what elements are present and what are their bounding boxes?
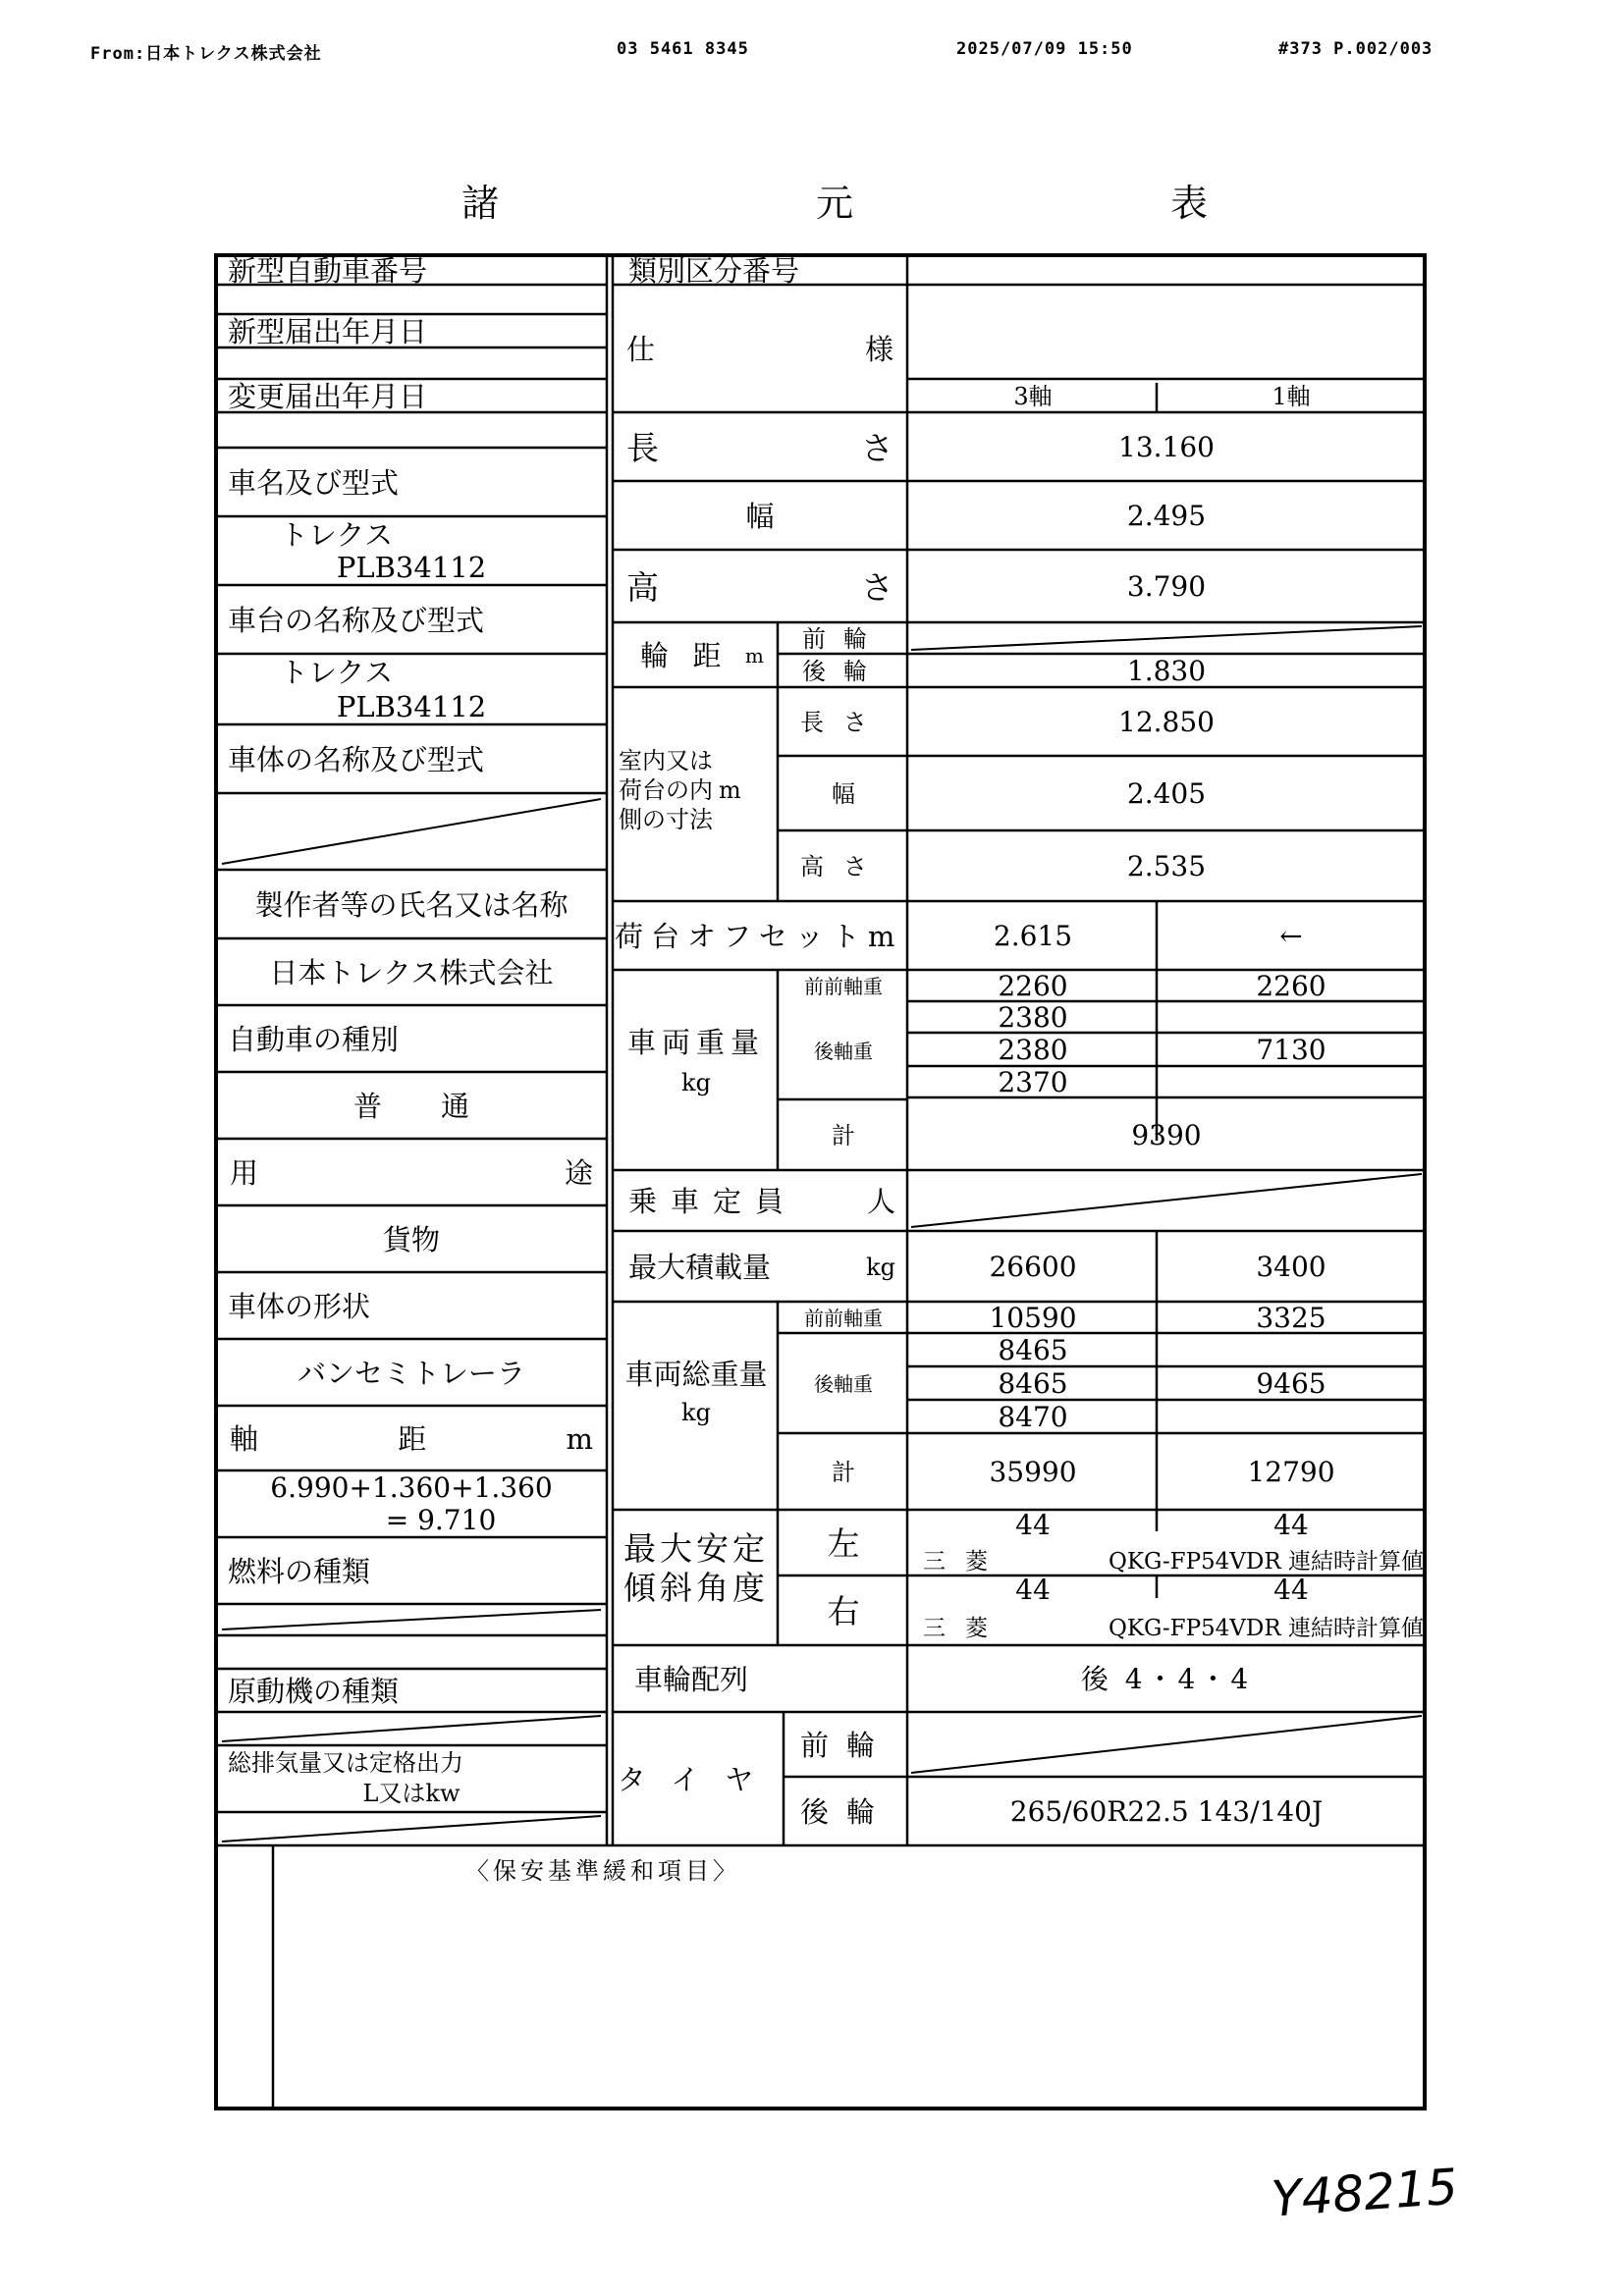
spec-label-2: 様 xyxy=(864,332,893,366)
max-load-label-row xyxy=(628,1233,905,1302)
tread-label-1: 輪 xyxy=(640,638,670,672)
capacity-label-row xyxy=(628,1172,905,1231)
weight-front-front-axle-label: 前前軸重 xyxy=(804,975,883,998)
gross-ff-3axle: 10590 xyxy=(989,1302,1077,1334)
weight-label: 車両重量 xyxy=(626,1025,765,1059)
weight-ff-3axle: 2260 xyxy=(998,970,1068,1002)
offset-value: 2.615 xyxy=(993,920,1073,952)
stability-right-1axle: 44 xyxy=(1273,1574,1309,1606)
page-title xyxy=(461,173,1208,227)
width-value: 2.495 xyxy=(1126,500,1207,532)
stability-left-maker-1: 三 xyxy=(923,1549,946,1575)
tread-rear-value: 1.830 xyxy=(1126,655,1207,687)
tire-rear-label: 後輪 xyxy=(799,1794,893,1829)
stability-right-model-note: QKG-FP54VDR 連結時計算値 xyxy=(1109,1616,1424,1641)
title-char-1: 諸 xyxy=(461,182,500,225)
weight-rear-b: 2380 xyxy=(998,1034,1068,1066)
gross-total-1axle: 12790 xyxy=(1247,1456,1335,1488)
use-label xyxy=(218,1141,605,1205)
offset-unit: m xyxy=(867,919,903,953)
body-shape-value: バンセミトレーラ xyxy=(297,1356,525,1390)
tread-label xyxy=(628,624,776,687)
max-load-label: 最大積載量 xyxy=(628,1250,772,1284)
inner-label-unit: m xyxy=(719,776,741,804)
stability-label-2: 傾斜角度 xyxy=(623,1568,769,1607)
gross-rear-c: 8470 xyxy=(998,1401,1068,1433)
height-value: 3.790 xyxy=(1126,570,1207,603)
stability-left-1axle: 44 xyxy=(1273,1509,1309,1541)
stability-left-3axle: 44 xyxy=(1015,1509,1051,1541)
new-registration-date-label: 新型届出年月日 xyxy=(228,314,428,348)
gross-ff-1axle: 3325 xyxy=(1256,1302,1326,1334)
height-label-1: 高 xyxy=(626,567,659,607)
weight-rear-1axle: 7130 xyxy=(1256,1034,1326,1066)
tire-rear-value: 265/60R22.5 143/140J xyxy=(1009,1795,1324,1828)
use-value: 貨物 xyxy=(382,1222,440,1256)
chassis-value-2: PLB34112 xyxy=(336,689,487,723)
gross-weight-unit: kg xyxy=(681,1399,711,1426)
gross-total-label: 計 xyxy=(832,1459,855,1486)
spec-label xyxy=(615,287,905,412)
gross-weight-label: 車両総重量 xyxy=(624,1357,768,1391)
capacity-unit: 人 xyxy=(866,1184,895,1218)
stability-left-model-note: QKG-FP54VDR 連結時計算値 xyxy=(1109,1549,1424,1575)
inner-height-label: 高さ xyxy=(800,853,887,881)
gross-rear-1axle: 9465 xyxy=(1256,1367,1326,1400)
displacement-label-2: L又はkw xyxy=(362,1780,460,1807)
wheelbase-value-2: = 9.710 xyxy=(385,1504,497,1536)
inner-width-value: 2.405 xyxy=(1126,777,1207,810)
gross-rear-axle-label: 後軸重 xyxy=(814,1372,873,1396)
weight-rear-c: 2370 xyxy=(998,1066,1068,1098)
tread-unit: m xyxy=(744,644,764,667)
stability-right-maker-2: 菱 xyxy=(965,1616,988,1641)
axle-1-header: 1軸 xyxy=(1272,383,1311,410)
width-label: 幅 xyxy=(745,499,775,533)
weight-rear-axle-label: 後軸重 xyxy=(814,1040,873,1063)
stability-right-3axle: 44 xyxy=(1015,1574,1051,1606)
wheelbase-label-3: m xyxy=(566,1421,593,1456)
stability-right-label: 右 xyxy=(827,1592,860,1630)
weight-unit: kg xyxy=(681,1069,711,1096)
fax-datetime: 2025/07/09 15:50 xyxy=(956,39,1133,59)
inner-height-value: 2.535 xyxy=(1126,850,1207,882)
vehicle-kind-label: 自動車の種別 xyxy=(228,1022,400,1056)
handwritten-number: Y48215 xyxy=(1270,2158,1460,2228)
length-value: 13.160 xyxy=(1118,431,1215,463)
offset-label-row xyxy=(615,903,905,970)
inner-label-1: 室内又は xyxy=(619,747,713,774)
car-name-label: 車名及び型式 xyxy=(228,465,400,500)
inner-label-3: 側の寸法 xyxy=(619,806,713,833)
car-name-value-1: トレクス xyxy=(280,517,394,552)
axle-3-header: 3軸 xyxy=(1013,383,1053,410)
displacement-label-1: 総排気量又は定格出力 xyxy=(228,1749,463,1777)
wheelbase-label xyxy=(218,1408,605,1470)
fax-sender: From:日本トレクス株式会社 xyxy=(90,44,322,64)
use-label-1: 用 xyxy=(230,1155,259,1190)
length-label-2: さ xyxy=(861,428,893,467)
spec-label-1: 仕 xyxy=(626,332,656,366)
car-name-value-2: PLB34112 xyxy=(336,550,487,584)
tread-front-label: 前輪 xyxy=(802,625,885,653)
fax-page: #373 P.002/003 xyxy=(1278,39,1434,59)
engine-label: 原動機の種類 xyxy=(228,1674,400,1708)
tire-label: タイヤ xyxy=(617,1762,780,1796)
chassis-label: 車台の名称及び型式 xyxy=(228,603,485,637)
stability-left-label: 左 xyxy=(827,1524,860,1563)
title-char-3: 表 xyxy=(1169,182,1208,225)
title-char-2: 元 xyxy=(815,182,853,225)
inner-length-label: 長さ xyxy=(800,709,887,736)
weight-rear-a: 2380 xyxy=(998,1001,1068,1034)
stability-left-maker-2: 菱 xyxy=(965,1549,988,1575)
height-label xyxy=(615,552,905,622)
inner-label-2-row xyxy=(619,775,776,805)
wheel-arrangement-label: 車輪配列 xyxy=(634,1662,749,1696)
body-label: 車体の名称及び型式 xyxy=(228,742,485,776)
length-label xyxy=(615,414,905,481)
fuel-label: 燃料の種類 xyxy=(228,1554,371,1588)
max-load-unit: kg xyxy=(866,1254,895,1281)
tread-rear-label: 後輪 xyxy=(802,658,885,685)
stability-label-1: 最大安定 xyxy=(623,1528,769,1568)
offset-label: 荷台オフセット xyxy=(615,919,868,953)
wheelbase-label-1: 軸 xyxy=(230,1421,259,1456)
body-shape-label: 車体の形状 xyxy=(228,1289,371,1323)
tire-front-label: 前輪 xyxy=(799,1728,893,1762)
new-model-number-label: 新型自動車番号 xyxy=(228,253,428,288)
maker-value: 日本トレクス株式会社 xyxy=(269,955,554,989)
capacity-label: 乗車定員 xyxy=(628,1184,798,1218)
stability-right-maker-1: 三 xyxy=(923,1616,946,1641)
use-label-2: 途 xyxy=(564,1155,593,1190)
wheelbase-label-2: 距 xyxy=(398,1421,427,1456)
offset-arrow: ← xyxy=(1279,920,1303,952)
weight-total-label: 計 xyxy=(832,1122,855,1149)
stability-right-note xyxy=(923,1610,1424,1642)
classification-number-label: 類別区分番号 xyxy=(628,253,800,288)
gross-rear-a: 8465 xyxy=(998,1334,1068,1366)
change-registration-date-label: 変更届出年月日 xyxy=(228,379,428,413)
weight-total-value: 9390 xyxy=(1131,1119,1202,1151)
stability-left-note xyxy=(923,1543,1424,1575)
gross-total-3axle: 35990 xyxy=(989,1456,1077,1488)
maker-label: 製作者等の氏名又は名称 xyxy=(254,887,568,922)
fax-phone: 03 5461 8345 xyxy=(617,39,749,59)
weight-ff-1axle: 2260 xyxy=(1256,970,1326,1002)
max-load-3axle: 26600 xyxy=(989,1251,1077,1283)
wheel-arrangement-value: 後 4・4・4 xyxy=(1080,1663,1253,1695)
length-label-1: 長 xyxy=(626,428,659,467)
inner-label-2: 荷台の内 xyxy=(619,776,713,804)
inner-width-label: 幅 xyxy=(832,780,855,808)
gross-rear-b: 8465 xyxy=(998,1367,1068,1400)
remarks-title: 〈保安基準緩和項目〉 xyxy=(465,1857,740,1885)
tread-label-2: 距 xyxy=(692,638,722,672)
chassis-value-1: トレクス xyxy=(280,655,394,689)
wheelbase-value-1: 6.990+1.360+1.360 xyxy=(270,1471,553,1504)
vehicle-kind-value: 普通 xyxy=(352,1089,528,1123)
max-load-1axle: 3400 xyxy=(1256,1251,1326,1283)
height-label-2: さ xyxy=(861,567,893,607)
inner-length-value: 12.850 xyxy=(1118,706,1215,738)
gross-front-front-axle-label: 前前軸重 xyxy=(804,1307,883,1330)
